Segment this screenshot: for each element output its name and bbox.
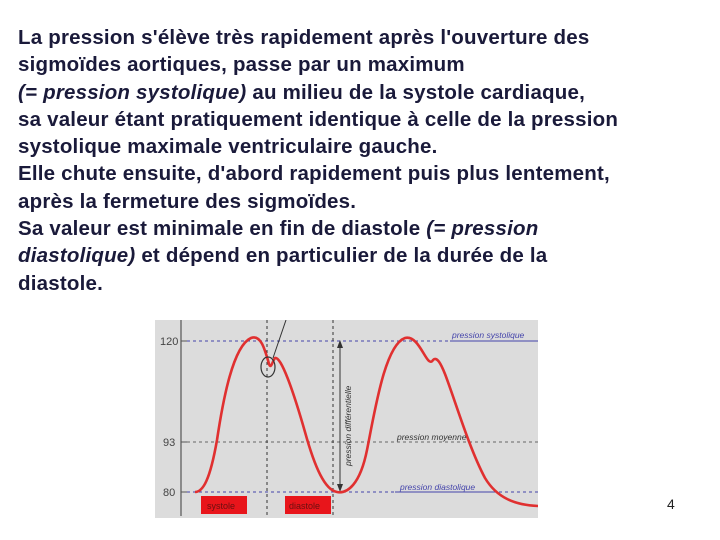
text-line: Elle chute ensuite, d'abord rapidement puis plus lentement, [18,162,610,186]
tick-label-80: 80 [163,487,176,499]
text-fragment: et dépend en particulier de la durée de la [135,244,548,268]
term-systolic-pressure: (= pression systolique) [18,80,247,104]
notch-pointer-line [273,320,286,358]
page-number: 4 [667,496,675,512]
tick-label-120: 120 [160,336,179,348]
text-line [18,79,714,106]
systole-label: systole [207,501,236,511]
aortic-pressure-curve [195,337,538,506]
aortic-pressure-figure [155,320,538,518]
label-differential-pressure: pression différentielle [343,385,353,466]
pressure-curve-diagram [155,320,538,518]
term-diastolic-pressure: (= pression [426,217,539,241]
text-line: après la fermeture des sigmoïdes. [18,189,357,213]
text-line: diastole. [18,271,103,295]
text-line: sigmoïdes aortiques, passe par un maximum [18,53,465,77]
text-fragment: au milieu de la systole cardiaque, [246,80,585,104]
text-line [18,242,714,269]
text-line [18,215,714,242]
label-systolic-pressure: pression systolique [452,330,525,340]
body-paragraph [18,24,714,297]
diastole-label: diastole [289,501,321,511]
text-line: systolique maximale ventriculaire gauche. [18,135,438,159]
text-fragment: Sa valeur est minimale en fin de diastole [18,217,427,241]
term-diastolic-pressure-cont: diastolique) [18,244,136,268]
text-line: La pression s'élève très rapidement après l'ouverture des [18,26,590,49]
label-mean-pressure: pression moyenne [397,432,467,442]
tick-label-93: 93 [163,437,176,449]
label-diastolic-pressure: pression diastolique [400,482,476,492]
text-line: sa valeur étant pratiquement identique à celle de la pression [18,107,619,131]
